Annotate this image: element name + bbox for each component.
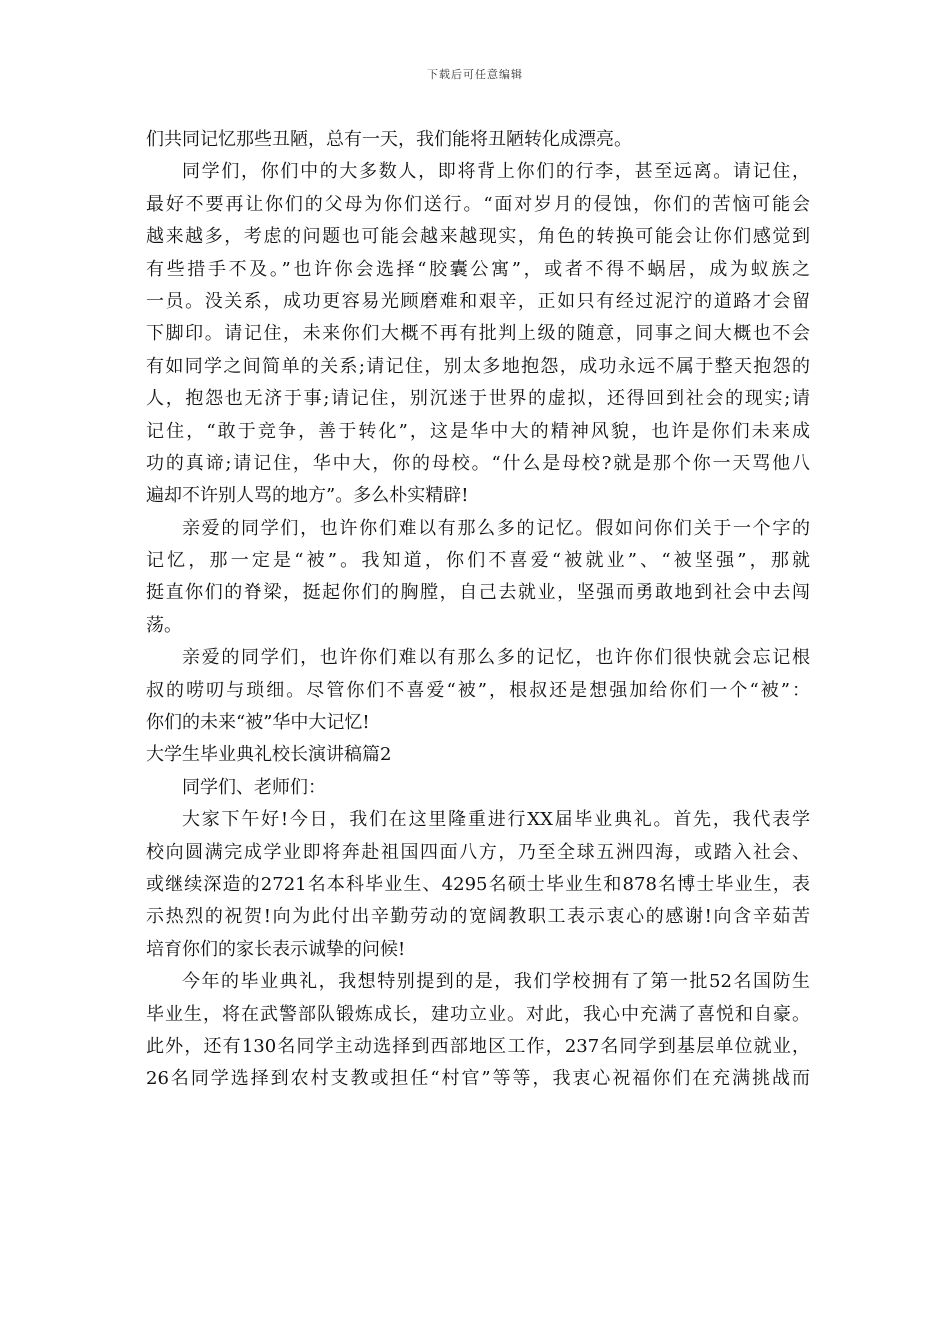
text-line: 遍却不许别人骂的地方”。多么朴实精辟! xyxy=(146,485,469,507)
text-line: 有些措手不及。”也许你会选择“胶囊公寓”，或者不得不蜗居，成为蚁族之 xyxy=(146,258,810,280)
text-line: 一员。没关系，成功更容易光顾磨难和艰辛，正如只有经过泥泞的道路才会留 xyxy=(146,290,810,312)
text-line: 功的真谛;请记住，华中大，你的母校。“什么是母校?就是那个你一天骂他八 xyxy=(146,452,810,474)
text-line: 今年的毕业典礼，我想特别提到的是，我们学校拥有了第一批52名国防生 xyxy=(182,971,810,993)
text-line: 记忆，那一定是“被”。我知道，你们不喜爱“被就业”、“被坚强”，那就 xyxy=(146,550,810,572)
text-line: 亲爱的同学们，也许你们难以有那么多的记忆，也许你们很快就会忘记根 xyxy=(182,647,810,669)
text-line: 你们的未来“被”华中大记忆! xyxy=(146,712,370,734)
text-line: 越来越多，考虑的问题也可能会越来越现实，角色的转换可能会让你们感觉到 xyxy=(146,226,810,248)
text-line: 同学们、老师们： xyxy=(182,776,326,798)
text-line: 此外，还有130名同学主动选择到西部地区工作，237名同学到基层单位就业， xyxy=(146,1035,810,1057)
text-line: 最好不要再让你们的父母为你们送行。“面对岁月的侵蚀，你们的苦恼可能会 xyxy=(146,193,810,215)
text-line: 毕业生，将在武警部队锻炼成长，建功立业。对此，我心中充满了喜悦和自豪。 xyxy=(146,1003,810,1025)
text-line: 记住，“敢于竞争，善于转化”，这是华中大的精神风貌，也许是你们未来成 xyxy=(146,420,810,442)
text-line: 们共同记忆那些丑陋，总有一天，我们能将丑陋转化成漂亮。 xyxy=(146,129,632,150)
text-line: 大家下午好!今日，我们在这里隆重进行XX届毕业典礼。首先，我代表学 xyxy=(182,809,810,831)
text-line: 叔的唠叨与琐细。尽管你们不喜爱“被”，根叔还是想强加给你们一个“被”： xyxy=(146,679,810,701)
text-line: 人，抱怨也无济于事;请记住，别沉迷于世界的虚拟，还得回到社会的现实;请 xyxy=(146,388,810,410)
text-line: 荡。 xyxy=(146,614,182,636)
text-line: 示热烈的祝贺!向为此付出辛勤劳动的宽阔教职工表示衷心的感谢!向含辛茹苦 xyxy=(146,906,810,928)
text-line: 或继续深造的2721名本科毕业生、4295名硕士毕业生和878名博士毕业生，表 xyxy=(146,873,810,895)
text-line: 亲爱的同学们，也许你们难以有那么多的记忆。假如问你们关于一个字的 xyxy=(182,517,810,539)
text-line: 大学生毕业典礼校长演讲稿篇2 xyxy=(146,744,392,766)
text-line: 校向圆满完成学业即将奔赴祖国四面八方，乃至全球五洲四海，或踏入社会、 xyxy=(146,841,810,863)
page-header: 下载后可任意编辑 xyxy=(427,68,523,81)
text-line: 同学们，你们中的大多数人，即将背上你们的行李，甚至远离。请记住， xyxy=(182,161,810,183)
text-line: 26名同学选择到农村支教或担任“村官”等等，我衷心祝福你们在充满挑战而 xyxy=(146,1068,810,1090)
text-line: 挺直你们的脊梁，挺起你们的胸膛，自己去就业，坚强而勇敢地到社会中去闯 xyxy=(146,582,810,604)
text-line: 有如同学之间简单的关系;请记住，别太多地抱怨，成功永远不属于整天抱怨的 xyxy=(146,355,810,377)
text-line: 培育你们的家长表示诚挚的问候! xyxy=(146,938,406,960)
document-body xyxy=(146,124,810,1096)
text-line: 下脚印。请记住，未来你们大概不再有批判上级的随意，同事之间大概也不会 xyxy=(146,323,810,345)
